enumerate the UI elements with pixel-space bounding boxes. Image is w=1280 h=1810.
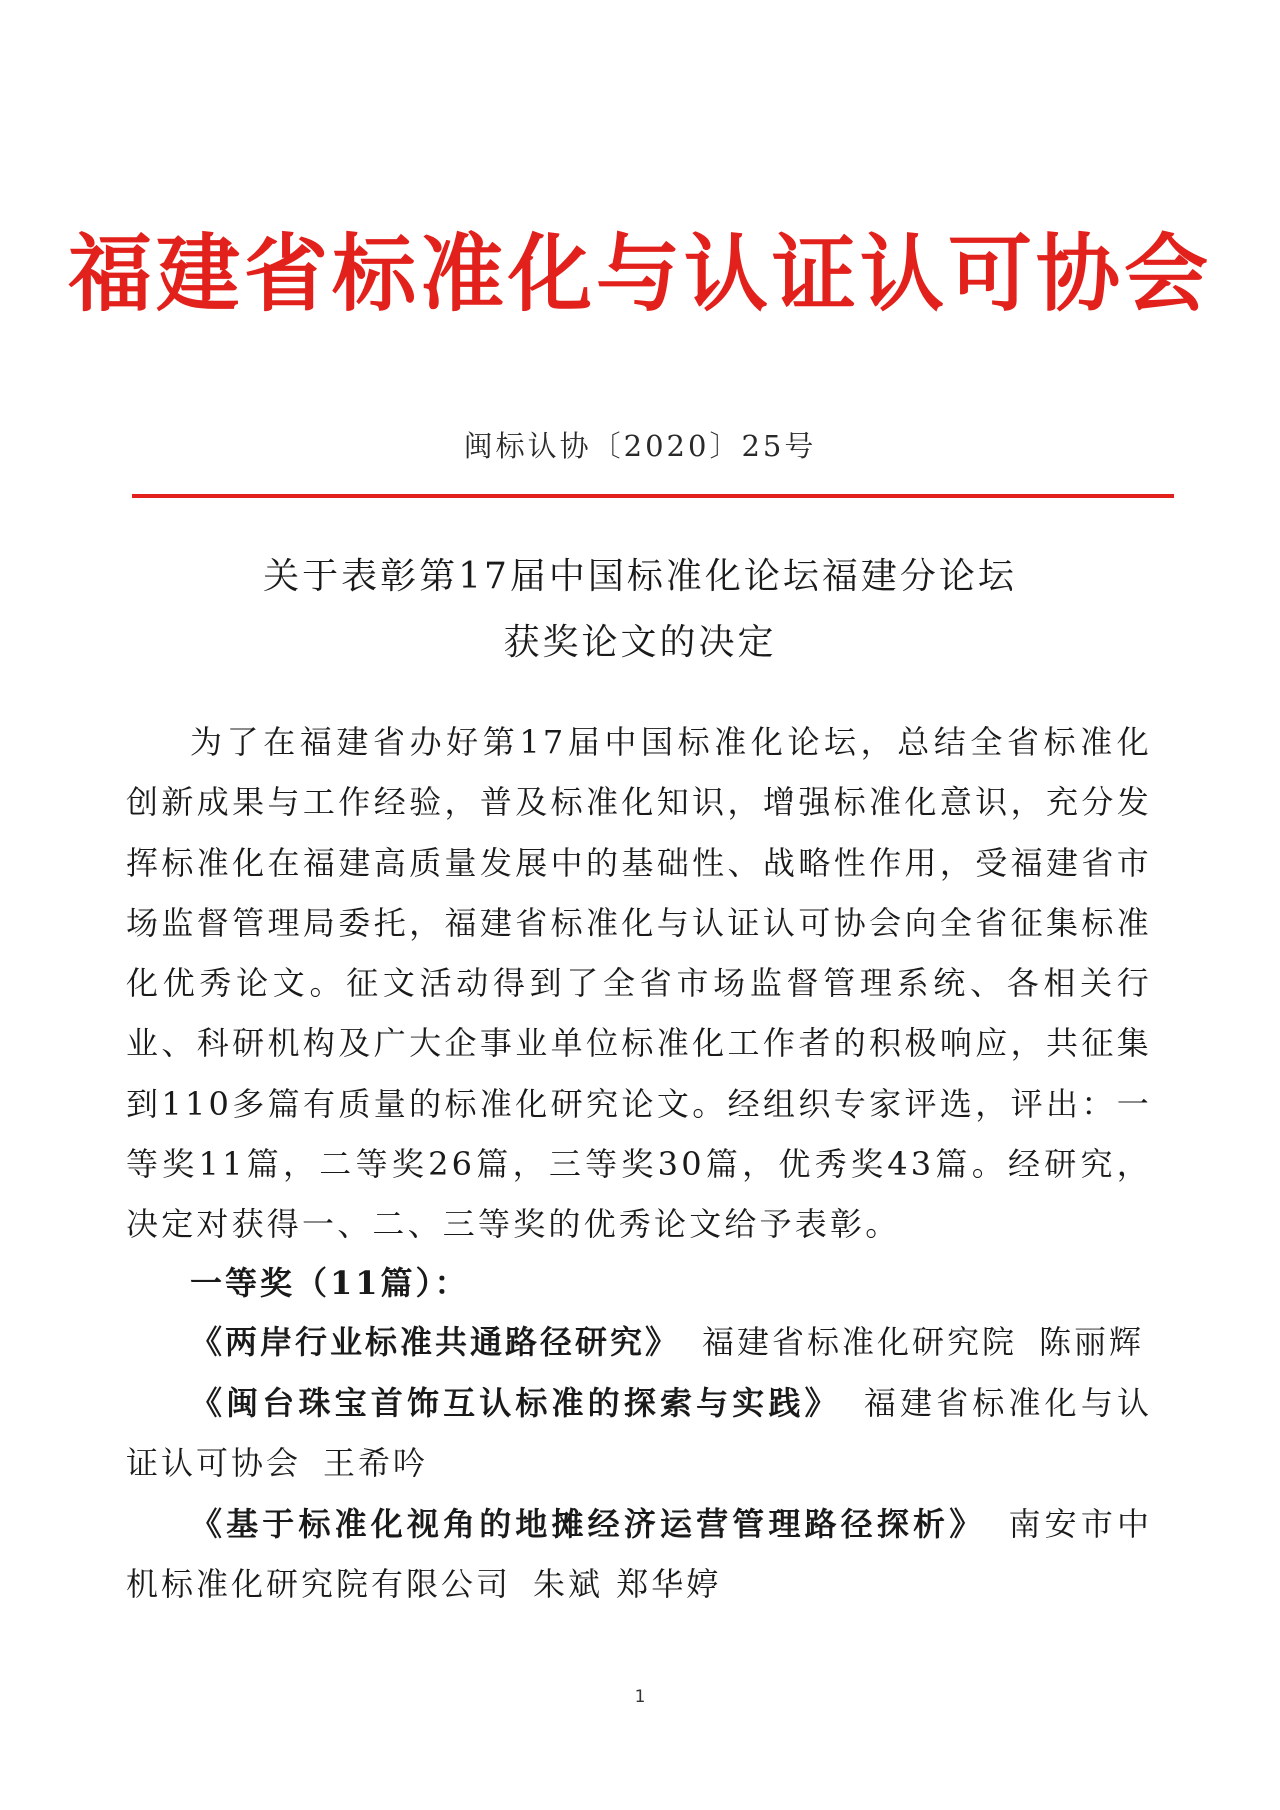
paper-authors: 陈丽辉 <box>1039 1323 1145 1361</box>
document-title-line-2: 获奖论文的决定 <box>503 622 777 663</box>
award-entry <box>126 1312 1152 1372</box>
organization-letterhead: 福建省标准化与认证认可协会 <box>67 224 1212 323</box>
award-entry <box>126 1494 1152 1614</box>
paper-title: 《两岸行业标准共通路径研究》 <box>190 1323 681 1361</box>
document-title-line-1: 关于表彰第17届中国标准化论坛福建分论坛 <box>263 556 1017 597</box>
paper-title: 《基于标准化视角的地摊经济运营管理路径探析》 <box>190 1505 986 1543</box>
paper-authors: 朱斌 郑华婷 <box>533 1565 722 1603</box>
paper-authors: 王希吟 <box>323 1444 429 1482</box>
award-entry <box>126 1373 1152 1493</box>
page-number: 1 <box>634 1687 646 1707</box>
paper-organization: 福建省标准化与认证认可协会 <box>126 1384 1152 1482</box>
paper-organization: 南安市中机标准化研究院有限公司 <box>126 1505 1152 1603</box>
document-number: 闽标认协〔2020〕25号 <box>463 429 817 463</box>
red-divider-line <box>132 494 1174 498</box>
body-paragraph: 为了在福建省办好第17届中国标准化论坛，总结全省标准化创新成果与工作经验，普及标准化知识，增强标准化意识，充分发挥标准化在福建高质量发展中的基础性、战略性作用，受福建省市场监督管理局委托，福建省标准化与认证认可协会向全省征集标准化优秀论文。征文活动得到了全省市场监督管理系统、各相关行业、科研机构及广大企事业单位标准化工作者的积极响应，共征集到110多篇有质量的标准化研究论文。经组织专家评选，评出：一等奖11篇，二等奖26篇，三等奖30篇，优秀奖43篇。经研究，决定对获得一、二、三等奖的优秀论文给予表彰。 <box>126 723 1152 1244</box>
paper-organization: 福建省标准化研究院 <box>702 1323 1018 1361</box>
paper-title: 《闽台珠宝首饰互认标准的探索与实践》 <box>190 1384 841 1422</box>
first-prize-heading: 一等奖（11篇）： <box>190 1264 470 1302</box>
